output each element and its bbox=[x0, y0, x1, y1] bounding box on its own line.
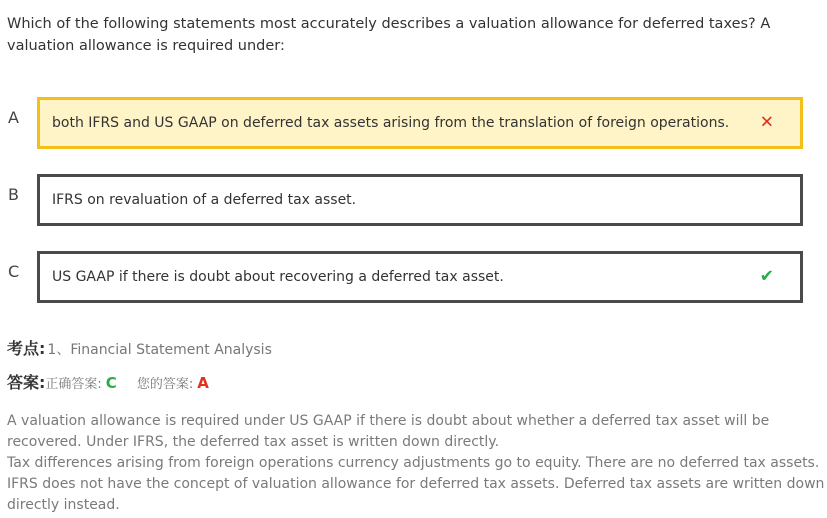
option-c-text: US GAAP if there is doubt about recovering a deferred tax asset. bbox=[52, 269, 504, 285]
topic-row bbox=[7, 336, 272, 359]
check-icon: ✔ bbox=[759, 266, 774, 287]
option-b[interactable] bbox=[37, 174, 803, 226]
option-b-letter: B bbox=[8, 185, 19, 204]
correct-answer-label: 正确答案: bbox=[45, 377, 102, 392]
topic-value: 1、Financial Statement Analysis bbox=[47, 342, 272, 358]
close-icon: ✕ bbox=[759, 112, 774, 133]
option-b-text: IFRS on revaluation of a deferred tax asset. bbox=[52, 192, 357, 208]
explanation-paragraph: Tax differences arising from foreign operations currency adjustments go to equity. There are no deferred tax assets. IFRS does not have the concept of valuation allowance for deferred tax assets. Deferred tax assets are written down directly instead. bbox=[7, 455, 825, 513]
option-c-letter: C bbox=[8, 262, 20, 281]
option-a-text: both IFRS and US GAAP on deferred tax assets arising from the translation of foreign operations. bbox=[52, 115, 730, 131]
explanation bbox=[7, 411, 825, 516]
answer-label: 答案: bbox=[7, 373, 46, 392]
explanation-paragraph: A valuation allowance is required under US GAAP if there is doubt about whether a deferred tax asset will be recovered. Under IFRS, the deferred tax asset is written down directly. bbox=[7, 413, 770, 450]
your-answer-value: A bbox=[197, 374, 209, 392]
topic-label: 考点: bbox=[7, 339, 46, 358]
answer-row bbox=[7, 370, 209, 393]
your-answer-label: 您的答案: bbox=[136, 377, 194, 392]
question-text: Which of the following statements most accurately describes a valuation allowance for deferred taxes? A valuation allowance is required under: bbox=[7, 16, 771, 54]
correct-answer-value: C bbox=[105, 374, 117, 392]
option-a[interactable] bbox=[37, 97, 803, 149]
option-a-letter: A bbox=[8, 108, 19, 127]
option-c[interactable] bbox=[37, 251, 803, 303]
